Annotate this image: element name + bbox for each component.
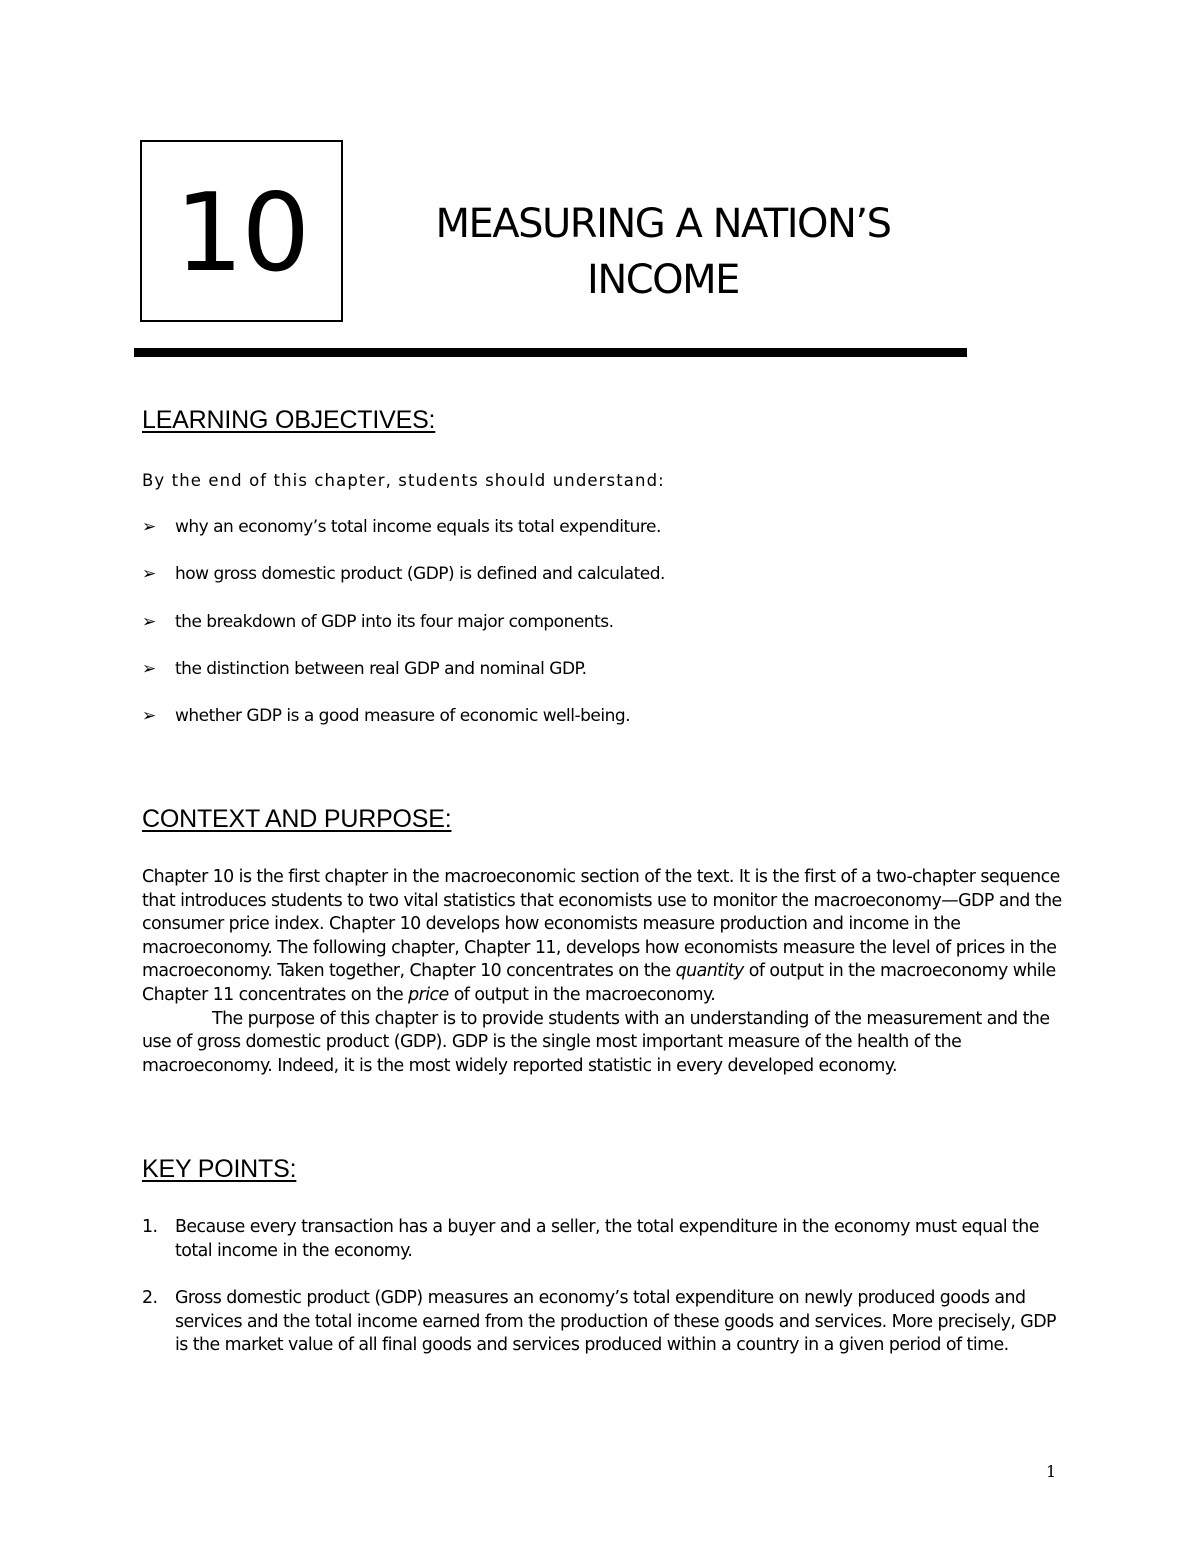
context-emphasis-quantity: quantity bbox=[675, 961, 744, 982]
key-point-item bbox=[142, 1216, 1067, 1263]
key-point-number: 1. bbox=[142, 1217, 158, 1237]
title-divider bbox=[134, 348, 967, 357]
arrow-bullet-icon: ➢ bbox=[142, 706, 156, 726]
key-point-item bbox=[142, 1287, 1067, 1358]
chapter-number: 10 bbox=[174, 171, 309, 296]
context-body bbox=[142, 866, 1067, 1078]
context-purpose-heading: CONTEXT AND PURPOSE: bbox=[142, 805, 452, 833]
arrow-bullet-icon: ➢ bbox=[142, 612, 156, 632]
objective-text: why an economy’s total income equals its total expenditure. bbox=[175, 517, 661, 537]
arrow-bullet-icon: ➢ bbox=[142, 517, 156, 537]
chapter-title bbox=[380, 196, 946, 308]
objective-text: how gross domestic product (GDP) is defined and calculated. bbox=[175, 564, 665, 584]
context-p1-part-a: Chapter 10 is the first chapter in the macroeconomic section of the text. It is the first of a two-chapter sequence that introduces students to two vital statistics that economists use to monitor the macroeconomy—GDP and the consumer price index. Chapter 10 develops how economists measure production and income in the macroeconomy. The following chapter, Chapter 11, develops how economists measure the level of prices in the macroeconomy. Taken together, Chapter 10 concentrates on the bbox=[142, 867, 1062, 982]
context-p1-part-c: of output in the macroeconomy. bbox=[448, 984, 716, 1005]
chapter-title-line2: INCOME bbox=[587, 257, 739, 303]
key-point-number: 2. bbox=[142, 1288, 158, 1308]
objective-item bbox=[142, 659, 587, 679]
chapter-title-line1: MEASURING A NATION’S bbox=[435, 201, 891, 247]
context-paragraph-1 bbox=[142, 866, 1067, 1008]
objective-item bbox=[142, 517, 661, 537]
arrow-bullet-icon: ➢ bbox=[142, 659, 156, 679]
page-number: 1 bbox=[1046, 1462, 1057, 1481]
context-p1-part-b: of output in the macroeconomy while Chapter 11 concentrates on the bbox=[142, 961, 1056, 1005]
key-point-text: Gross domestic product (GDP) measures an economy’s total expenditure on newly produced goods and services and the total income earned from the production of these goods and services. More precisely, GDP is the market value of all final goods and services produced within a country in a given period of time. bbox=[175, 1288, 1056, 1356]
objective-text: the distinction between real GDP and nominal GDP. bbox=[175, 659, 587, 679]
objective-text: whether GDP is a good measure of economic well-being. bbox=[175, 706, 631, 726]
key-points-heading: KEY POINTS: bbox=[142, 1155, 297, 1183]
chapter-number-box bbox=[140, 140, 343, 322]
objectives-intro: By the end of this chapter, students should understand: bbox=[142, 471, 665, 490]
arrow-bullet-icon: ➢ bbox=[142, 564, 156, 584]
objective-text: the breakdown of GDP into its four major components. bbox=[175, 612, 614, 632]
learning-objectives-heading: LEARNING OBJECTIVES: bbox=[142, 406, 436, 434]
context-paragraph-2: The purpose of this chapter is to provide students with an understanding of the measurement and the use of gross domestic product (GDP). GDP is the single most important measure of the health of the macroeconomy. Indeed, it is the most widely reported statistic in every developed economy. bbox=[142, 1008, 1050, 1076]
context-emphasis-price: price bbox=[408, 984, 449, 1005]
objective-item bbox=[142, 564, 665, 584]
objective-item bbox=[142, 706, 630, 726]
key-point-text: Because every transaction has a buyer and a seller, the total expenditure in the economy must equal the total income in the economy. bbox=[175, 1217, 1039, 1261]
objective-item bbox=[142, 612, 614, 632]
